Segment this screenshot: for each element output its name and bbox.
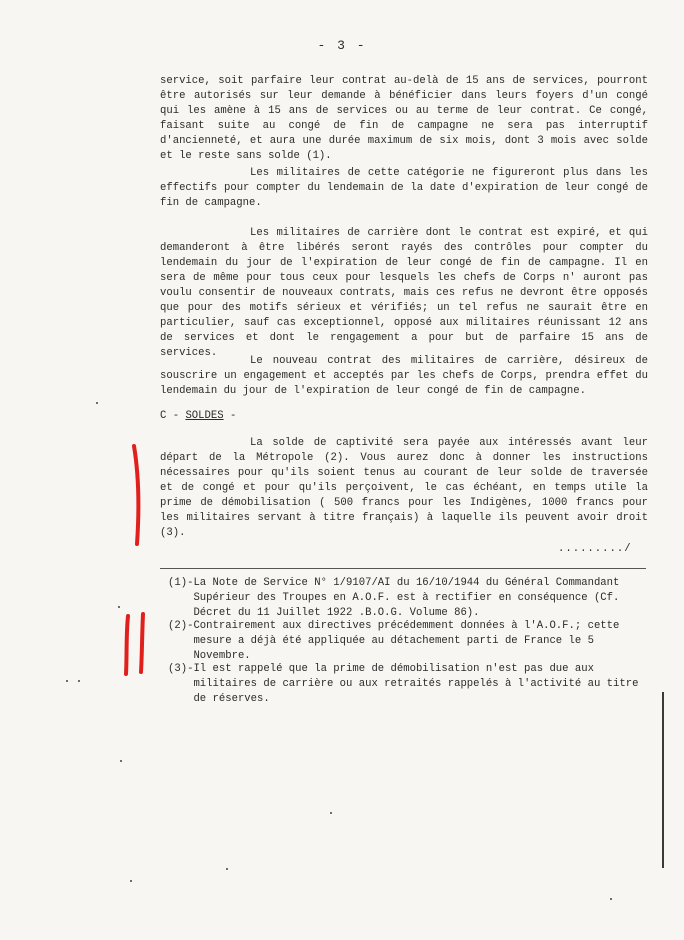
- footnote-3-text: Il est rappelé que la prime de démobilisation n'est pas due aux militaires de carrière ou aux retraités rappelés à l'activité au titre de réserves.: [193, 663, 639, 705]
- red-margin-mark-single: [120, 440, 150, 550]
- paragraph-1-text: service, soit parfaire leur contrat au-delà de 15 ans de services, pourront être autorisés sur leur demande à bénéficier dans leurs foyers d'un congé qui les amène à 15 ans de services ou au terme de leur contrat. Ce congé, faisant suite au congé de fin de campagne ne sera pas interruptif d'ancienneté, et aura une durée maximum de six mois, dont 3 mois avec solde et le reste sans solde (1).: [160, 75, 648, 162]
- scan-speck: [226, 868, 228, 870]
- footnote-2: [168, 619, 648, 664]
- footnote-1-number: (1)-: [168, 577, 194, 589]
- paragraph-1: [160, 74, 648, 164]
- section-title: SOLDES: [185, 410, 224, 422]
- red-margin-mark-double: [118, 610, 154, 680]
- continuation-marker: ........./: [558, 543, 632, 555]
- scan-speck: [96, 402, 98, 404]
- solde-paragraph: [160, 436, 648, 541]
- section-suffix: -: [223, 410, 237, 422]
- scan-speck: [330, 812, 332, 814]
- paragraph-4-text: Le nouveau contrat des militaires de carrière, désireux de souscrire un engagement et acceptés par les chefs de Corps, prendra effet du lendemain du jour de l'expiration de leur congé de fin de campagne.: [160, 355, 648, 397]
- footnote-1-text: La Note de Service N° 1/9107/AI du 16/10/1944 du Général Commandant Supérieur des Troupes en A.O.F. est à rectifier en conséquence (Cf. Décret du 11 Juillet 1922 .B.O.G. Volume 86).: [193, 577, 620, 619]
- scan-speck: [78, 680, 80, 682]
- paragraph-4: [160, 354, 648, 399]
- footnote-2-number: (2)-: [168, 620, 194, 632]
- scan-speck: [66, 680, 68, 682]
- footnote-3-number: (3)-: [168, 663, 194, 675]
- footnote-3: [168, 662, 648, 707]
- scan-speck: [118, 606, 120, 608]
- paragraph-2: [160, 166, 648, 211]
- paragraph-3-text: Les militaires de carrière dont le contrat est expiré, et qui demanderont à être libérés seront rayés des contrôles pour compter du lendemain du jour de l'expiration de leur congé de fin de campagne. Il en sera de même pour tous ceux pour lesquels les chefs de Corps n' auront pas voulu consentir de nouveaux contrats, mais ces refus ne devront être opposés que pour des motifs sérieux et vérifiés; un tel refus ne saurait être en particulier, sauf cas exceptionnel, opposé aux militaires réunissant 12 ans de services et dont le rengagement a pour but de parfaire 15 ans de services.: [160, 227, 648, 359]
- section-prefix: C -: [160, 410, 186, 422]
- footnote-2-text: Contrairement aux directives précédemment données à l'A.O.F.; cette mesure a déjà été appliquée au détachement parti de France le 5 Novembre.: [193, 620, 620, 662]
- scan-edge-line: [660, 690, 666, 870]
- footnote-divider: [160, 568, 646, 569]
- paragraph-3: [160, 226, 648, 361]
- scan-speck: [120, 760, 122, 762]
- footnote-1: [168, 576, 648, 621]
- paragraph-2-text: Les militaires de cette catégorie ne figureront plus dans les effectifs pour compter du lendemain de la date d'expiration de leur congé de fin de campagne.: [160, 167, 648, 209]
- solde-paragraph-text: La solde de captivité sera payée aux intéressés avant leur départ de la Métropole (2). Vous aurez donc à donner les instructions nécessaires pour qu'ils soient tenus au courant de leur solde de traversée et de congé et pour qu'ils perçoivent, le cas échéant, en temps utile la prime de démobilisation ( 500 francs pour les Indigènes, 1000 francs pour les militaires servant à titre français) à laquelle ils peuvent avoir droit (3).: [160, 437, 648, 539]
- section-heading: [160, 410, 236, 422]
- page-number: - 3 -: [317, 38, 367, 53]
- scan-speck: [130, 880, 132, 882]
- scan-speck: [610, 898, 612, 900]
